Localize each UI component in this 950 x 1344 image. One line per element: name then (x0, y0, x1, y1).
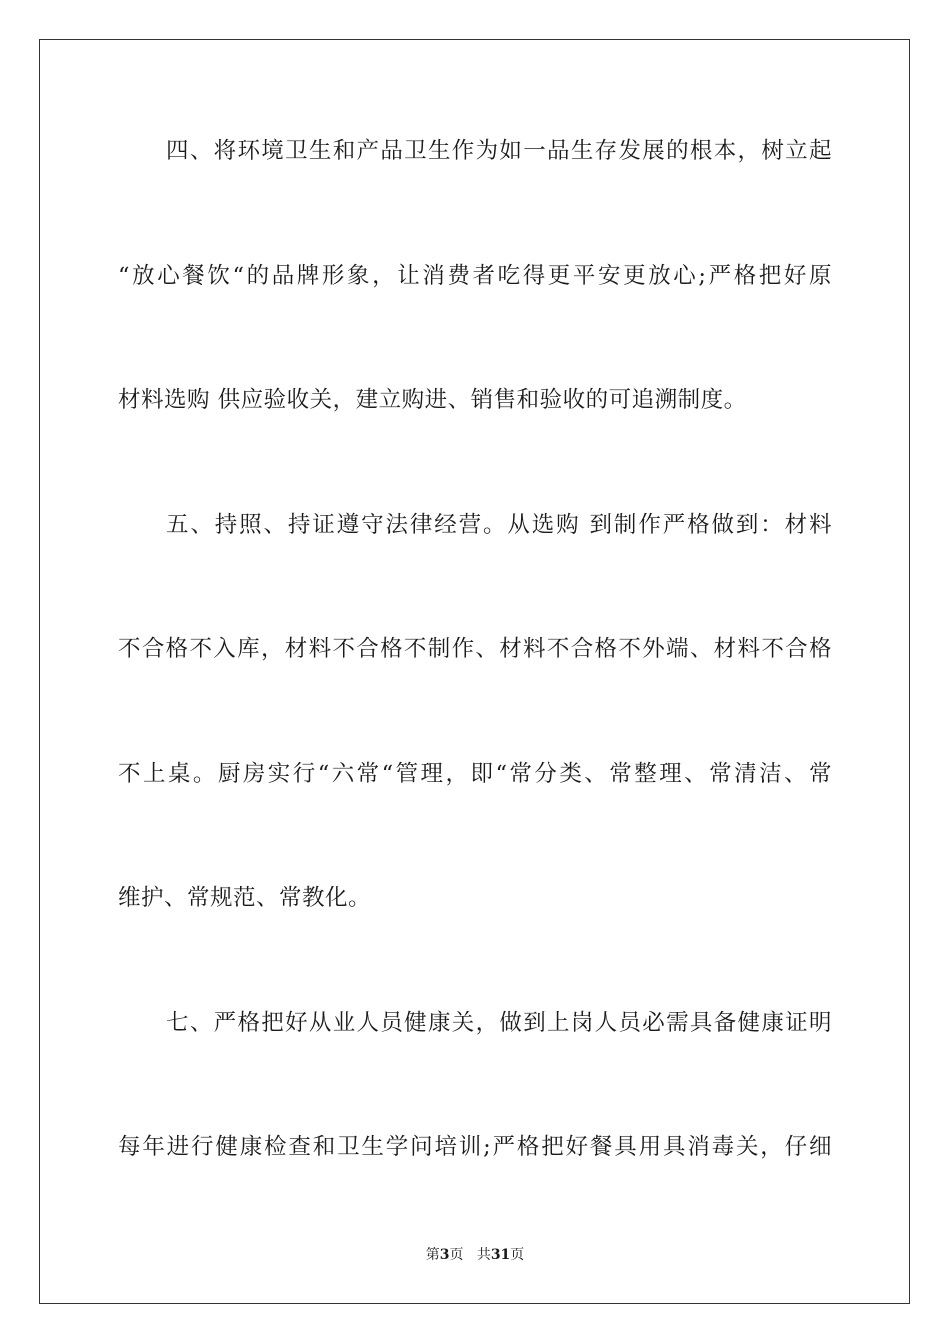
page-number: 3 (439, 1247, 450, 1263)
paragraph-line: 维护、常规范、常教化。 (118, 885, 372, 911)
paragraph-line: 七、严格把好从业人员健康关，做到上岗人员必需具备健康证明 (166, 1010, 832, 1036)
total-label-prefix: 共 (476, 1247, 491, 1263)
page-footer (0, 1245, 950, 1265)
total-pages: 31 (490, 1247, 511, 1263)
paragraph-line: 材料选购 供应验收关，建立购进、销售和验收的可追溯制度。 (118, 387, 747, 413)
paragraph-line: “放心餐饮“的品牌形象，让消费者吃得更平安更放心;严格把好原 (118, 263, 832, 289)
paragraph-line: 每年进行健康检查和卫生学问培训;严格把好餐具用具消毒关，仔细 (118, 1134, 832, 1160)
paragraph-line: 四、将环境卫生和产品卫生作为如一品生存发展的根本，树立起 (166, 138, 832, 164)
total-label-suffix: 页 (510, 1247, 525, 1263)
paragraph-line: 不上桌。厨房实行“六常“管理，即“常分类、常整理、常清洁、常 (118, 761, 832, 787)
paragraph-line: 五、持照、持证遵守法律经营。从选购 到制作严格做到：材料 (166, 512, 832, 538)
page-border (39, 39, 910, 1304)
page-label-suffix: 页 (449, 1247, 464, 1263)
page-label-prefix: 第 (425, 1247, 440, 1263)
paragraph-line: 不合格不入库，材料不合格不制作、材料不合格不外端、材料不合格 (118, 636, 832, 662)
